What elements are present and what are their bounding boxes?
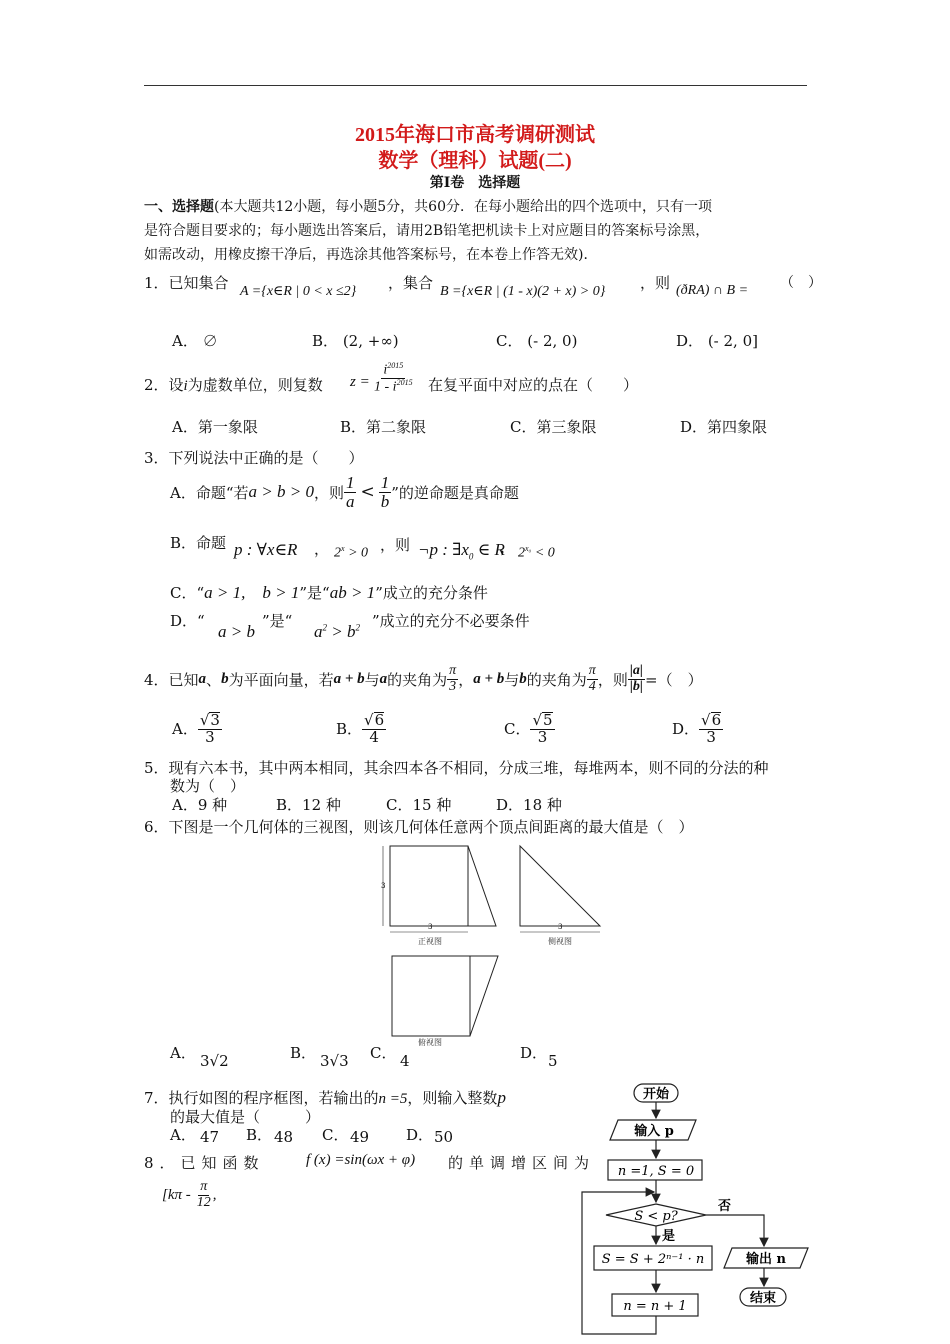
- front-dim-v: 3: [381, 882, 386, 890]
- front-view-label: 正视图: [418, 937, 442, 946]
- q2-tail: 在复平面中对应的点在（ ）: [428, 376, 639, 394]
- q2-num-exp: 2015: [387, 361, 404, 370]
- q4-stem: 4．已知: [144, 670, 199, 689]
- q3-option-a[interactable]: [170, 474, 519, 511]
- side-dim-h: 3: [558, 923, 563, 931]
- flow-input-text: 输入 p: [634, 1124, 674, 1139]
- side-view-triangle: [520, 846, 600, 926]
- q3-d-exp: 2: [322, 622, 327, 633]
- q3-c-mid: ”是“: [299, 584, 330, 602]
- q3-b-inr: ∈ R: [477, 540, 505, 559]
- intro-line-1: [144, 196, 712, 216]
- q3-option-c[interactable]: [170, 578, 488, 603]
- q3-b-gt0: > 0: [348, 545, 369, 561]
- q4-eq: =（ ）: [645, 670, 703, 689]
- q4-sep: 、: [206, 670, 222, 689]
- exam-subtitle: 数学（理科）试题(二): [378, 150, 572, 172]
- q4-apb2: a + b: [473, 670, 505, 687]
- q2-option-a[interactable]: A．第一象限: [172, 418, 258, 436]
- q4-vec-b: b: [221, 670, 229, 687]
- flow-no-label: 否: [718, 1199, 732, 1214]
- q4-pi1: π: [449, 663, 457, 678]
- q1-expr: (ðRA) ∩ B =: [676, 283, 749, 298]
- q3-b-2b: 2: [518, 545, 525, 561]
- q3-stem: 3．下列说法中正确的是（ ）: [144, 449, 364, 467]
- q7-line-2: 的最大值是（ ）: [170, 1108, 321, 1126]
- q1-set-a: A ={x∈R | 0 < x ≤2}: [240, 284, 357, 299]
- q7-option-d-label[interactable]: D．: [406, 1126, 434, 1144]
- q3-option-d-pre[interactable]: D．“: [170, 612, 205, 630]
- side-view-label: 侧视图: [548, 937, 572, 946]
- q3-c-cond: a > 1, b > 1: [204, 583, 300, 602]
- q3-b-2: 2: [334, 545, 341, 561]
- q1-option-d[interactable]: [676, 330, 758, 351]
- q4-d-den: 3: [706, 727, 716, 746]
- q3-b-p: p : ∀x∈R: [234, 540, 298, 559]
- q4-b-label: B．: [336, 720, 363, 739]
- q3-d-cond: a > b: [218, 622, 255, 641]
- q1-d-value: (- 2, 0]: [707, 332, 758, 350]
- q3-b-exp2: x₀: [525, 544, 532, 553]
- q4-option-c[interactable]: C． $\frac{√5}{3}$: [504, 711, 553, 746]
- front-view-square: [390, 846, 468, 926]
- q5-option-a[interactable]: A．9 种: [172, 796, 228, 814]
- q3-b-c1: ，: [314, 540, 330, 558]
- q3-d-a: a: [314, 622, 323, 641]
- q6-option-d-value: 5: [548, 1052, 558, 1070]
- q6-option-b-value: 3√3: [320, 1052, 349, 1070]
- top-view-triangle: [470, 956, 498, 1036]
- q3-a-d2: b: [380, 491, 390, 511]
- q1-option-c[interactable]: [496, 330, 577, 351]
- q4-mid5: 的夹角为: [526, 670, 587, 689]
- q7-option-a-label[interactable]: A．: [170, 1126, 196, 1144]
- flow-update-text: S = S + 2ⁿ⁻¹ · n: [601, 1252, 705, 1267]
- q3-b-ineq3: [518, 544, 555, 562]
- q6-option-a-label[interactable]: A．: [170, 1044, 196, 1062]
- q2-fraction: [372, 362, 415, 396]
- q3-a-d1: a: [345, 491, 355, 511]
- q4-apb: a + b: [333, 670, 365, 687]
- q7-option-a-value: 47: [200, 1128, 220, 1146]
- q4-vec-a: a: [198, 670, 207, 687]
- q6-option-d-label[interactable]: D．: [520, 1044, 548, 1062]
- exam-title: 2015年海口市高考调研测试: [355, 124, 595, 146]
- q5-option-d[interactable]: D．18 种: [496, 796, 562, 814]
- flow-incr-text: n = n + 1: [623, 1299, 687, 1314]
- q4-vec-a2: a: [379, 670, 388, 687]
- top-view-square: [392, 956, 470, 1036]
- q3-a-tail: ”的逆命题是真命题: [391, 483, 519, 502]
- q2-option-c[interactable]: C．第三象限: [510, 418, 597, 436]
- q3-b-then: ，则: [380, 536, 411, 554]
- flow-init-text: n =1, S = 0: [617, 1164, 695, 1179]
- q5-line-2: 数为（ ）: [170, 777, 246, 795]
- q1-option-b[interactable]: [312, 330, 399, 351]
- top-view: [392, 956, 498, 1036]
- q4-a-den: 3: [205, 727, 215, 746]
- q4-mid1: 为平面向量，若: [228, 670, 334, 689]
- intro-text-1: (本大题共12小题，每小题5分，共60分．在每小题给出的四个选项中，只有一项: [214, 199, 712, 215]
- q2-option-d[interactable]: D．第四象限: [680, 418, 768, 436]
- q1-mid: ，集合: [388, 274, 434, 292]
- q4-vec-b2: b: [519, 670, 527, 687]
- q2-stem: 2．设: [144, 376, 184, 394]
- q2-option-b[interactable]: B．第二象限: [340, 418, 427, 436]
- q3-a-lt: <: [360, 482, 375, 503]
- q6-stem: 6．下图是一个几何体的三视图，则该几何体任意两个顶点间距离的最大值是（ ）: [144, 818, 694, 836]
- front-view-triangle: [468, 846, 496, 926]
- q1-a-value: ∅: [202, 332, 218, 350]
- q5-option-c[interactable]: C．15 种: [386, 796, 452, 814]
- q3-b-notp: [418, 540, 505, 561]
- q4-d-label: D．: [672, 720, 700, 739]
- q4-abs-a: |a|: [629, 663, 643, 678]
- q3-b-sub: 0: [468, 551, 474, 562]
- section-heading: 第Ⅰ卷 选择题: [429, 175, 521, 191]
- q8-interval-pre: [kπ -: [162, 1186, 191, 1203]
- q4-d-num: 6: [711, 711, 722, 729]
- q4-line: [144, 664, 703, 694]
- flow-arrow-no: [706, 1215, 764, 1246]
- q1-d-label: D．: [676, 332, 704, 350]
- q3-d-gtb: > b: [331, 622, 356, 641]
- q7-p: p: [497, 1088, 506, 1107]
- q3-a-n1: 1: [345, 473, 355, 492]
- q3-a-cond: a > b > 0: [248, 482, 314, 502]
- flow-yes-label: 是: [662, 1229, 676, 1244]
- q8-func: f (x) =sin(ωx + φ): [306, 1152, 416, 1168]
- q4-mid2: 与: [364, 670, 380, 689]
- q3-b-ineq: [334, 544, 368, 562]
- q4-c-label: C．: [504, 720, 531, 739]
- flow-output-text: 输出 n: [746, 1252, 786, 1267]
- q4-abs-b: |b|: [629, 678, 643, 694]
- q1-then: ，则: [640, 274, 671, 292]
- flow-end-text: 结束: [749, 1291, 777, 1306]
- q4-option-d[interactable]: D． $\frac{√6}{3}$: [672, 711, 722, 746]
- q7-option-c-label[interactable]: C．: [322, 1126, 349, 1144]
- q4-a-num: 3: [210, 711, 220, 729]
- q4-a-label: A．: [172, 720, 198, 739]
- intro-heading: 一、选择题: [144, 199, 214, 215]
- q2-i: i: [183, 378, 188, 394]
- q7-stem: 7．执行如图的程序框图，若输出的: [144, 1089, 379, 1107]
- q4-pi2: π: [588, 663, 596, 678]
- q5-option-b[interactable]: B．12 种: [276, 796, 341, 814]
- q7-option-d-value: 50: [434, 1128, 454, 1146]
- q7-option-b-value: 48: [274, 1128, 294, 1146]
- q1-c-label: C．: [496, 332, 523, 350]
- front-view: [383, 846, 496, 932]
- q7-line-1: [144, 1087, 506, 1108]
- q6-option-c-value: 4: [400, 1052, 410, 1070]
- flow-start-text: 开始: [642, 1087, 670, 1102]
- q3-b-notp-text: ¬p : ∃x: [418, 540, 469, 559]
- q3-option-b-label[interactable]: B．命题: [170, 534, 227, 552]
- q1-b-value: (2, +∞): [342, 332, 399, 350]
- q4-comma: ，: [458, 670, 474, 689]
- q7-n5: n =5: [378, 1091, 408, 1107]
- q4-three: 3: [449, 678, 457, 694]
- q7-option-c-value: 49: [350, 1128, 370, 1146]
- q3-b-c2: ，: [500, 538, 516, 556]
- q2-line: [144, 374, 323, 395]
- q1-set-b: B ={x∈R | (1 - x)(2 + x) > 0}: [440, 284, 606, 299]
- side-view: [520, 846, 600, 932]
- top-view-label: 俯视图: [418, 1038, 442, 1047]
- q1-paren: （ ）: [780, 275, 822, 291]
- q1-b-label: B．: [312, 332, 339, 350]
- q4-b-num: 6: [374, 711, 385, 729]
- q3-b-exp: x: [341, 544, 345, 553]
- q2-z: z =: [350, 374, 370, 390]
- flow-cond-text: S < p?: [634, 1209, 678, 1224]
- q6-option-c-label[interactable]: C．: [370, 1044, 397, 1062]
- q2-den: 1 - i: [374, 380, 397, 395]
- q8-interval-num: π: [200, 1179, 208, 1194]
- q8-stem: 8．已知函数: [144, 1154, 265, 1172]
- three-view-figure: [380, 840, 610, 1050]
- q8-tail: 的单调增区间为: [448, 1154, 596, 1172]
- q4-b-den: 4: [369, 727, 379, 746]
- q4-c-num: 5: [543, 711, 553, 729]
- q3-a-n2: 1: [380, 473, 390, 492]
- q2-mid: 为虚数单位，则复数: [187, 376, 323, 394]
- q4-then: ，则: [597, 670, 628, 689]
- q3-a-pre: A．命题“若: [170, 483, 249, 502]
- q6-option-a-value: 3√2: [200, 1052, 229, 1070]
- q4-mid3: 的夹角为: [387, 670, 448, 689]
- q1-stem: 1．已知集合: [144, 274, 229, 292]
- q8-interval-den: 12: [196, 1194, 211, 1210]
- q3-c-tail: ”成立的充分条件: [375, 584, 488, 602]
- q4-four: 4: [588, 678, 596, 694]
- q3-a-mid: ，则: [313, 483, 344, 502]
- q2-num: i: [383, 362, 388, 378]
- q8-interval-post: ,: [212, 1186, 217, 1203]
- q6-option-b-label[interactable]: B．: [290, 1044, 317, 1062]
- front-dim-h: 3: [428, 923, 433, 931]
- q1-a-label: A．: [172, 332, 198, 350]
- program-flowchart: [572, 1078, 812, 1342]
- q4-option-b[interactable]: B． $\frac{√6}{4}$: [336, 711, 385, 746]
- q3-d-cond2: [314, 622, 360, 642]
- q3-c-pre: C．“: [170, 584, 205, 602]
- q4-c-den: 3: [537, 727, 548, 746]
- q8-interval: [162, 1180, 217, 1210]
- intro-line-2: 是符合题目要求的；每小题选出答案后，请用2B铅笔把机读卡上对应题目的答案标号涂黑，: [144, 223, 710, 239]
- q4-option-a[interactable]: A． $\frac{√3}{3}$: [172, 711, 220, 746]
- q3-d-tail: ”成立的充分不必要条件: [372, 612, 530, 630]
- q7-stem-b: ，则输入整数: [407, 1089, 498, 1107]
- q3-c-cond2: ab > 1: [329, 583, 376, 602]
- q2-den-exp: 2015: [396, 378, 413, 388]
- q3-b-lt0: < 0: [534, 545, 555, 561]
- top-rule: [144, 85, 807, 86]
- q1-option-a[interactable]: [172, 330, 218, 351]
- q3-d-exp2: 2: [355, 622, 360, 633]
- q5-line-1: 5．现有六本书，其中两本相同，其余四本各不相同，分成三堆，每堆两本，则不同的分法的种: [144, 759, 769, 777]
- q3-d-mid: ”是“: [262, 612, 293, 630]
- q4-mid4: 与: [504, 670, 520, 689]
- q1-c-value: (- 2, 0): [527, 332, 578, 350]
- q7-option-b-label[interactable]: B．: [246, 1126, 273, 1144]
- intro-line-3: 如需改动，用橡皮擦干净后，再选涂其他答案标号，在本卷上作答无效)．: [144, 247, 598, 263]
